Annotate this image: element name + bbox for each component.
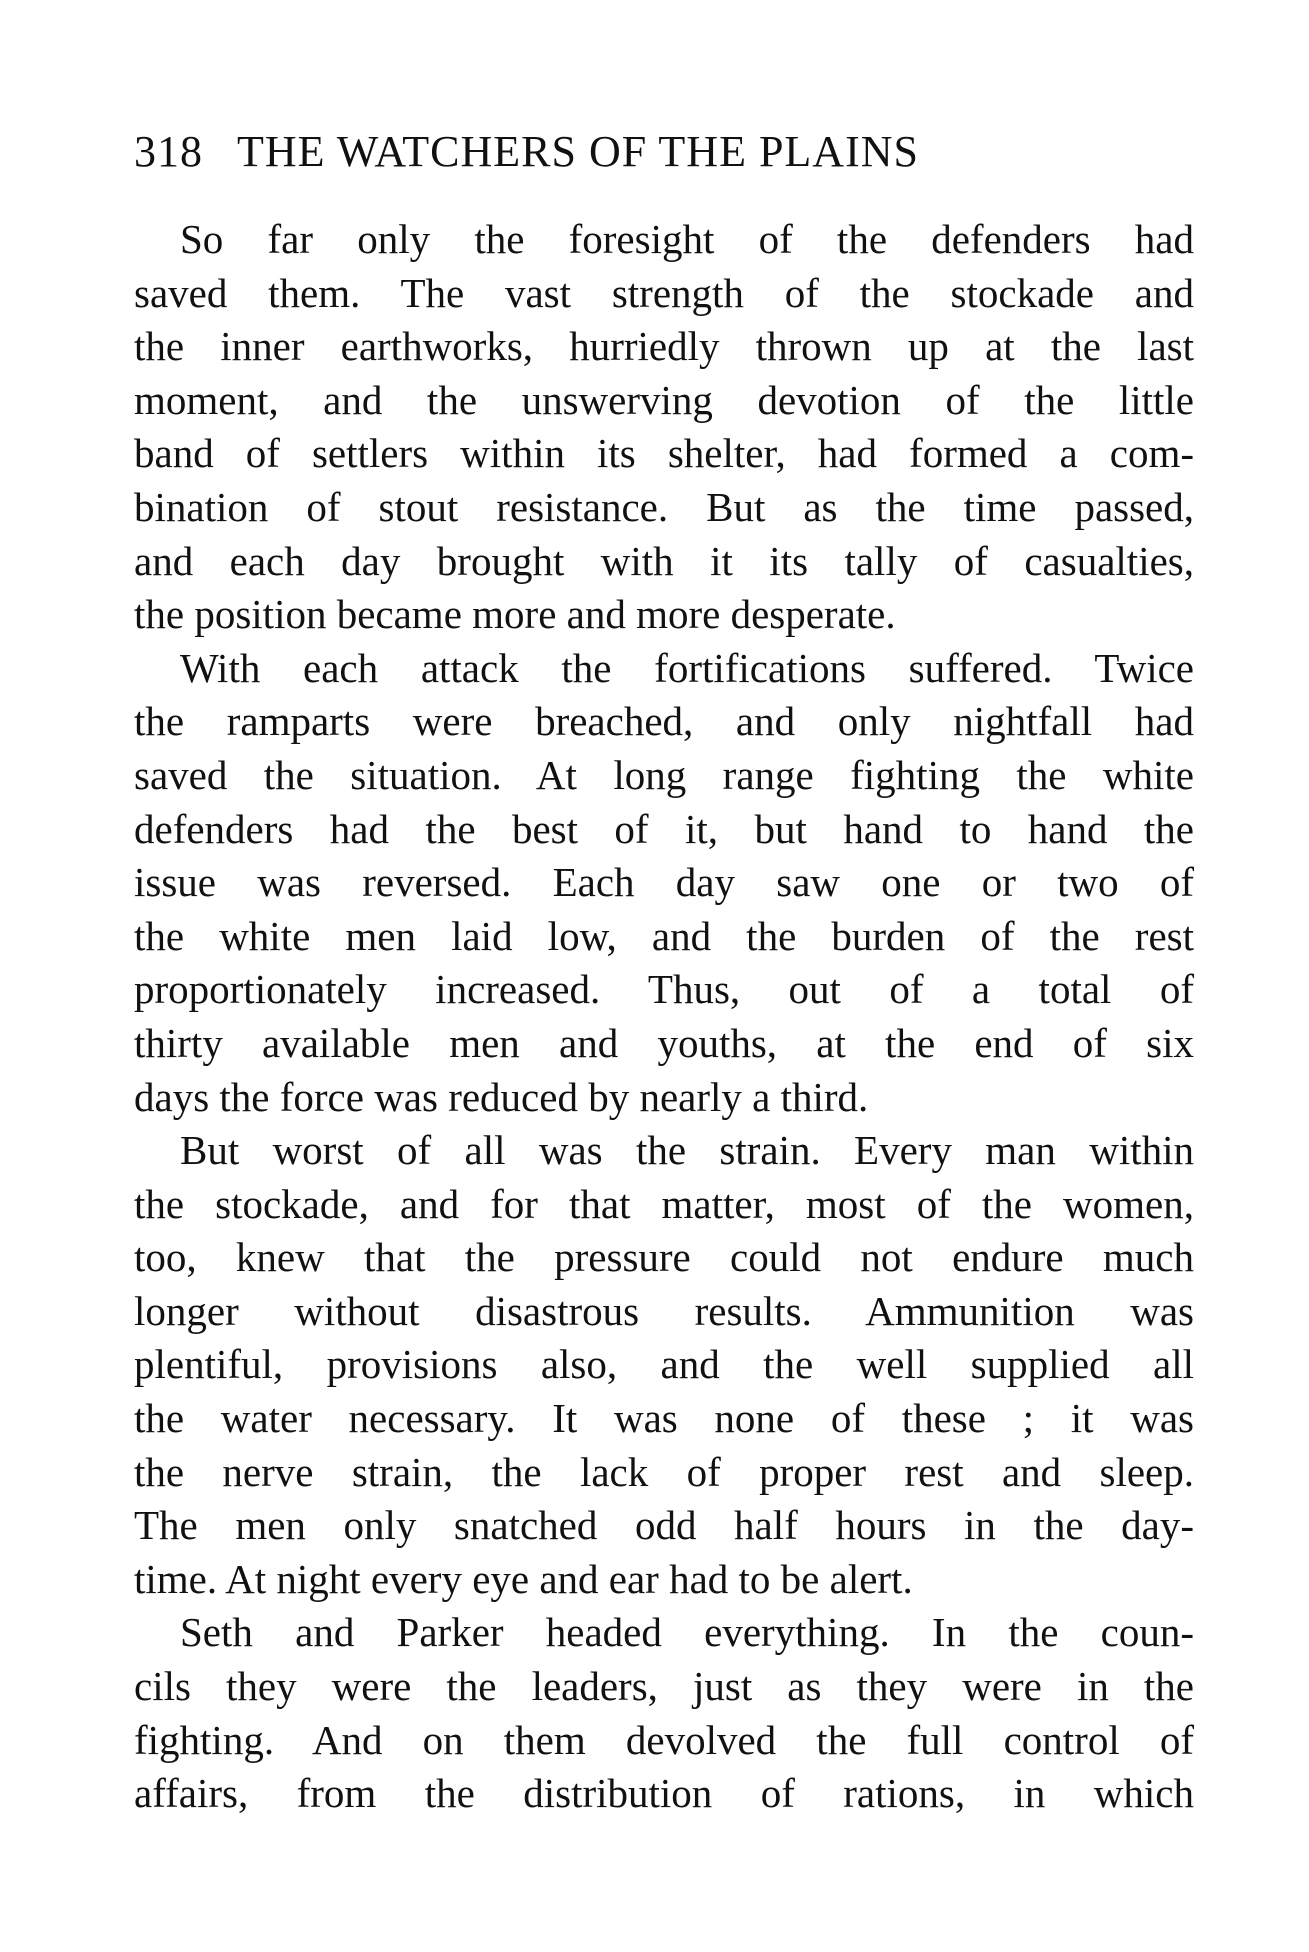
paragraph-2 — [134, 642, 1194, 1124]
text-line: cils they were the leaders, just as they were in the — [134, 1663, 1194, 1710]
text-line: days the force was reduced by nearly a third. — [134, 1073, 869, 1120]
text-line: proportionately increased. Thus, out of a total of — [134, 966, 1194, 1013]
text-line: the white men laid low, and the burden of the rest — [134, 912, 1194, 959]
text-line: the nerve strain, the lack of proper rest and sleep. — [134, 1448, 1194, 1495]
text-line: bination of stout resistance. But as the time passed, — [134, 483, 1194, 530]
paragraph-3 — [134, 1124, 1194, 1606]
text-line: saved them. The vast strength of the stockade and — [134, 269, 1194, 316]
text-line: thirty available men and youths, at the end of six — [134, 1019, 1194, 1066]
text-line: and each day brought with it its tally of casualties, — [134, 537, 1194, 584]
text-line: the stockade, and for that matter, most of the women, — [134, 1180, 1194, 1227]
text-line: longer without disastrous results. Ammunition was — [134, 1287, 1194, 1334]
page-number: 318 — [134, 127, 203, 176]
book-title: THE WATCHERS OF THE PLAINS — [237, 127, 919, 176]
text-line: affairs, from the distribution of rations, in which — [134, 1770, 1194, 1817]
text-line: the water necessary. It was none of these ; it was — [134, 1395, 1194, 1442]
text-line: issue was reversed. Each day saw one or two of — [134, 859, 1194, 906]
text-line: fighting. And on them devolved the full control of — [134, 1716, 1194, 1763]
text-line: the ramparts were breached, and only nightfall had — [134, 698, 1194, 745]
text-line: the inner earthworks, hurriedly thrown up at the last — [134, 323, 1194, 370]
running-head — [134, 126, 1194, 186]
text-line: too, knew that the pressure could not endure much — [134, 1234, 1194, 1281]
text-line: time. At night every eye and ear had to be alert. — [134, 1555, 913, 1602]
paragraph-4 — [134, 1606, 1194, 1820]
text-line: moment, and the unswerving devotion of the little — [134, 376, 1194, 423]
text-line: the position became more and more desperate. — [134, 591, 896, 638]
text-line: saved the situation. At long range fighting the white — [134, 751, 1194, 798]
text-line: The men only snatched odd half hours in the day- — [134, 1502, 1194, 1549]
text-line: So far only the foresight of the defenders had — [180, 216, 1194, 262]
text-line: defenders had the best of it, but hand to hand the — [134, 805, 1194, 852]
text-line: With each attack the fortifications suffered. Twice — [180, 644, 1194, 691]
paragraph-1 — [134, 213, 1194, 642]
text-line: But worst of all was the strain. Every man within — [180, 1127, 1194, 1174]
text-line: band of settlers within its shelter, had formed a com- — [134, 430, 1194, 477]
text-line: Seth and Parker headed everything. In the coun- — [180, 1609, 1194, 1656]
body-text — [134, 213, 1194, 1821]
text-line: plentiful, provisions also, and the well supplied all — [134, 1341, 1194, 1388]
